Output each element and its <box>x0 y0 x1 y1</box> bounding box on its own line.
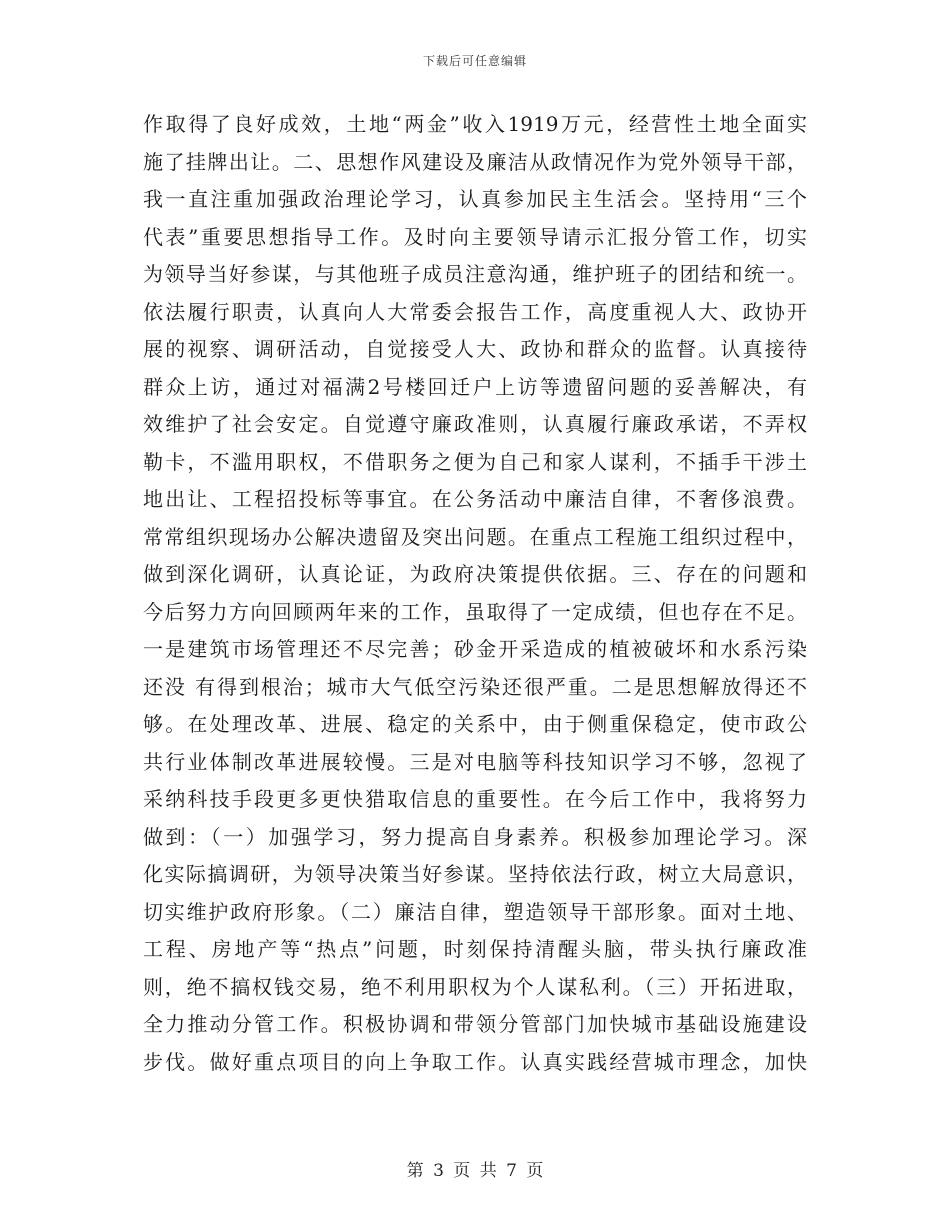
page-header: 下载后可任意编辑 <box>422 54 527 68</box>
text-line: 工程、房地产等“热点”问题，时刻保持清醒头脑，带头执行廉政准 <box>143 937 807 961</box>
text-line: 代表”重要思想指导工作。及时向主要领导请示汇报分管工作，切实 <box>143 224 807 249</box>
text-line: 做到深化调研，认真论证，为政府决策提供依据。三、存在的问题和 <box>143 562 807 586</box>
text-line: 我一直注重加强政治理论学习，认真参加民主生活会。坚持用“三个 <box>143 187 807 211</box>
text-line: 效维护了社会安定。自觉遵守廉政准则，认真履行廉政承诺，不弄权 <box>143 412 807 436</box>
text-line: 全力推动分管工作。积极协调和带领分管部门加快城市基础设施建设 <box>143 1012 807 1036</box>
text-line: 作取得了良好成效，土地“两金”收入1919万元，经营性土地全面实 <box>143 112 807 136</box>
text-line: 共行业体制改革进展较慢。三是对电脑等科技知识学习不够，忽视了 <box>143 749 807 774</box>
text-line: 地出让、工程招投标等事宜。在公务活动中廉洁自律，不奢侈浪费。 <box>143 487 807 511</box>
text-line: 够。在处理改革、进展、稳定的关系中，由于侧重保稳定，使市政公 <box>143 712 807 736</box>
text-line: 则，绝不搞权钱交易，绝不利用职权为个人谋私利。（三）开拓进取， <box>143 974 807 999</box>
text-line: 还没 有得到根治；城市大气低空污染还很严重。二是思想解放得还不 <box>143 674 807 699</box>
text-line: 今后努力方向回顾两年来的工作，虽取得了一定成绩，但也存在不足。 <box>143 599 807 624</box>
text-line: 切实维护政府形象。（二）廉洁自律，塑造领导干部形象。面对土地、 <box>143 899 807 924</box>
text-line: 群众上访，通过对福满2号楼回迁户上访等遗留问题的妥善解决，有 <box>143 374 807 399</box>
text-line: 采纳科技手段更多更快猎取信息的重要性。在今后工作中，我将努力 <box>143 787 807 811</box>
text-line: 做到：（一）加强学习，努力提高自身素养。积极参加理论学习。深 <box>143 824 807 849</box>
text-line: 施了挂牌出让。二、思想作风建设及廉洁从政情况作为党外领导干部， <box>143 149 807 174</box>
text-line: 步伐。做好重点项目的向上争取工作。认真实践经营城市理念，加快 <box>143 1049 807 1074</box>
text-line: 展的视察、调研活动，自觉接受人大、政协和群众的监督。认真接待 <box>143 337 807 361</box>
text-line: 依法履行职责，认真向人大常委会报告工作，高度重视人大、政协开 <box>143 299 807 324</box>
document-body <box>143 106 807 1081</box>
page-number-footer: 第 3 页 共 7 页 <box>406 1161 544 1181</box>
text-line: 为领导当好参谋，与其他班子成员注意沟通，维护班子的团结和统一。 <box>143 262 807 286</box>
text-line: 勒卡，不滥用职权，不借职务之便为自己和家人谋利，不插手干涉土 <box>143 449 807 474</box>
text-line: 化实际搞调研，为领导决策当好参谋。坚持依法行政，树立大局意识， <box>143 862 807 886</box>
text-line: 一是建筑市场管理还不尽完善；砂金开采造成的植被破坏和水系污染 <box>143 637 807 661</box>
text-line: 常常组织现场办公解决遗留及突出问题。在重点工程施工组织过程中， <box>143 524 807 549</box>
